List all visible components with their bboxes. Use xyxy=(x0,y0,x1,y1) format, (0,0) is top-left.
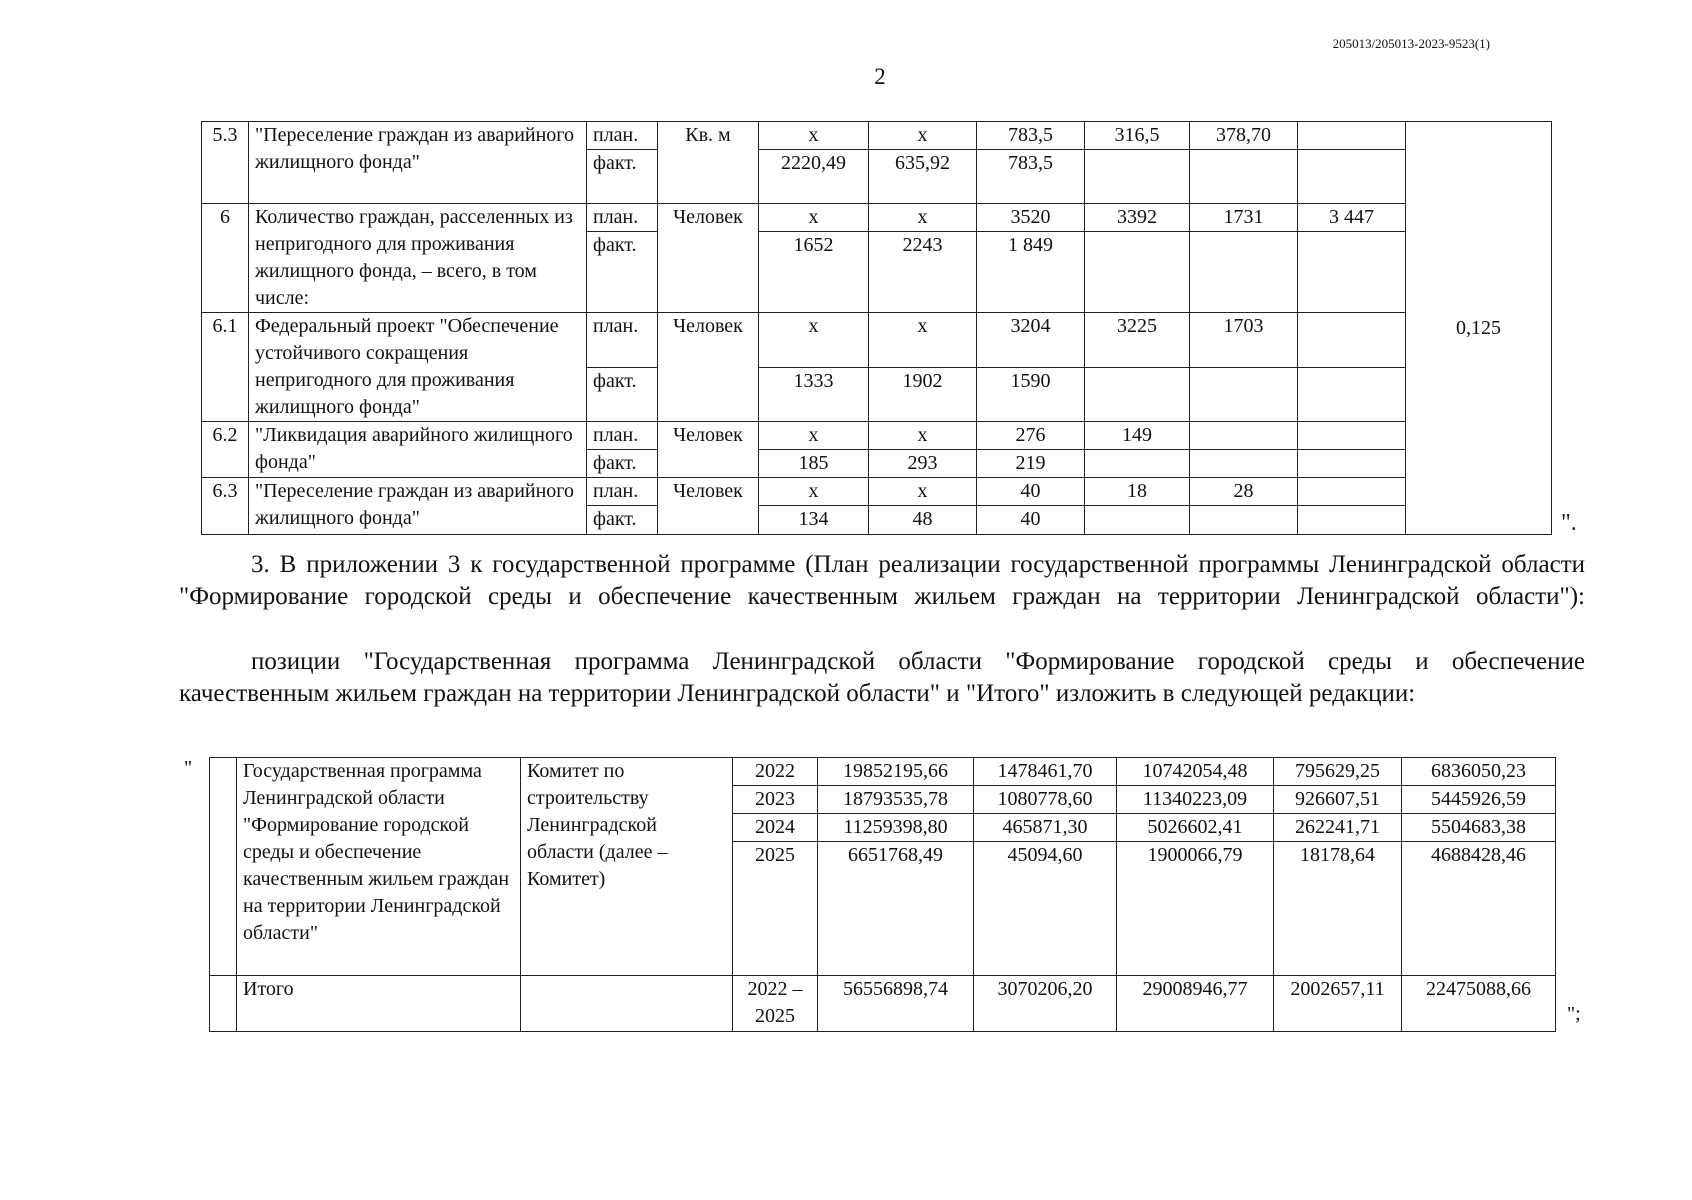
amount-regional: 11340223,09 xyxy=(1117,786,1274,814)
amount-other: 22475088,66 xyxy=(1402,976,1556,1032)
indicator-name: "Переселение граждан из аварийного жилищного фонда" xyxy=(249,478,587,535)
financing-table xyxy=(209,757,1556,1032)
value-cell xyxy=(1085,150,1190,204)
row-number: 5.3 xyxy=(202,122,249,204)
value-cell xyxy=(1190,232,1298,313)
value-cell: 293 xyxy=(869,450,977,478)
value-cell: 3204 xyxy=(977,313,1085,368)
value-cell: 185 xyxy=(759,450,869,478)
amount-regional: 1900066,79 xyxy=(1117,842,1274,976)
value-cell xyxy=(1298,478,1406,506)
year-cell: 2023 xyxy=(733,786,818,814)
value-cell: х xyxy=(759,204,869,232)
unit: Человек xyxy=(658,204,759,313)
year-cell: 2024 xyxy=(733,814,818,842)
fact-label: факт. xyxy=(587,232,658,313)
opening-quote: " xyxy=(184,757,193,779)
value-cell: 378,70 xyxy=(1190,122,1298,150)
value-cell xyxy=(1190,367,1298,422)
value-cell: 149 xyxy=(1085,422,1190,450)
table-row xyxy=(202,478,1552,506)
value-cell xyxy=(1085,506,1190,535)
value-cell: х xyxy=(759,422,869,450)
value-cell: х xyxy=(759,313,869,368)
document-id: 205013/205013-2023-9523(1) xyxy=(1332,36,1490,51)
fact-label: факт. xyxy=(587,150,658,204)
value-cell xyxy=(1190,422,1298,450)
value-cell: 783,5 xyxy=(977,122,1085,150)
plan-label: план. xyxy=(587,204,658,232)
value-cell: х xyxy=(869,204,977,232)
value-cell: 1652 xyxy=(759,232,869,313)
indicator-name: Количество граждан, расселенных из непригодного для проживания жилищного фонда, – всего, в том числе: xyxy=(249,204,587,313)
value-cell: 1333 xyxy=(759,367,869,422)
amount-regional: 5026602,41 xyxy=(1117,814,1274,842)
empty-cell xyxy=(521,976,733,1032)
amount-regional: 29008946,77 xyxy=(1117,976,1274,1032)
value-cell xyxy=(1298,450,1406,478)
empty-cell xyxy=(210,758,237,976)
row-number: 6.3 xyxy=(202,478,249,535)
row-number: 6.1 xyxy=(202,313,249,422)
value-cell: 48 xyxy=(869,506,977,535)
year-cell: 2022 xyxy=(733,758,818,786)
amount-local: 2002657,11 xyxy=(1274,976,1402,1032)
value-cell xyxy=(1298,150,1406,204)
indicator-name: Федеральный проект "Обеспечение устойчивого сокращения непригодного для проживания жилищного фонда" xyxy=(249,313,587,422)
responsible-executor: Комитет по строительству Ленинградской области (далее – Комитет) xyxy=(521,758,733,976)
value-cell: х xyxy=(759,478,869,506)
value-cell: 28 xyxy=(1190,478,1298,506)
value-cell xyxy=(1085,367,1190,422)
amount-local: 795629,25 xyxy=(1274,758,1402,786)
value-cell xyxy=(1298,422,1406,450)
value-cell: 1902 xyxy=(869,367,977,422)
value-cell: 134 xyxy=(759,506,869,535)
value-cell xyxy=(1085,232,1190,313)
program-name: Государственная программа Ленинградской области "Формирование городской среды и обеспечение качественным жильем граждан на территории Ленинградской области" xyxy=(237,758,521,976)
value-cell: 783,5 xyxy=(977,150,1085,204)
amount-total: 11259398,80 xyxy=(818,814,974,842)
fact-label: факт. xyxy=(587,367,658,422)
table-row xyxy=(202,422,1552,450)
amount-federal: 45094,60 xyxy=(974,842,1117,976)
value-cell: 2243 xyxy=(869,232,977,313)
indicator-name: "Переселение граждан из аварийного жилищного фонда" xyxy=(249,122,587,204)
amount-total: 6651768,49 xyxy=(818,842,974,976)
fact-label: факт. xyxy=(587,506,658,535)
value-cell xyxy=(1298,313,1406,368)
value-cell: 1 849 xyxy=(977,232,1085,313)
value-cell: 316,5 xyxy=(1085,122,1190,150)
table-row xyxy=(210,758,1556,786)
indicator-name: "Ликвидация аварийного жилищного фонда" xyxy=(249,422,587,478)
unit: Человек xyxy=(658,478,759,535)
table-row xyxy=(202,204,1552,232)
value-cell: 276 xyxy=(977,422,1085,450)
value-cell: 3225 xyxy=(1085,313,1190,368)
value-cell xyxy=(1298,232,1406,313)
total-label: Итого xyxy=(237,976,521,1032)
plan-label: план. xyxy=(587,422,658,450)
value-cell xyxy=(1190,450,1298,478)
value-cell: 40 xyxy=(977,506,1085,535)
table-row xyxy=(202,122,1552,150)
page-number: 2 xyxy=(874,64,886,89)
value-cell xyxy=(1190,150,1298,204)
unit: Человек xyxy=(658,422,759,478)
value-cell: 18 xyxy=(1085,478,1190,506)
total-period: 2022 – 2025 xyxy=(733,976,818,1032)
amount-local: 18178,64 xyxy=(1274,842,1402,976)
plan-label: план. xyxy=(587,478,658,506)
amount-federal: 1478461,70 xyxy=(974,758,1117,786)
value-cell: 3520 xyxy=(977,204,1085,232)
table-row xyxy=(202,313,1552,368)
value-cell: 1731 xyxy=(1190,204,1298,232)
value-cell xyxy=(1190,506,1298,535)
value-cell xyxy=(1298,367,1406,422)
unit: Человек xyxy=(658,313,759,422)
value-cell: 3392 xyxy=(1085,204,1190,232)
paragraph-3: 3. В приложении 3 к государственной программе (План реализации государственной программы Ленинградской области "Формирование городской среды и обеспечение качественным жильем граждан на территории Ленинградской области"): xyxy=(179,551,1585,610)
value-cell: 1703 xyxy=(1190,313,1298,368)
amount-local: 926607,51 xyxy=(1274,786,1402,814)
amount-regional: 10742054,48 xyxy=(1117,758,1274,786)
amount-total: 56556898,74 xyxy=(818,976,974,1032)
amount-federal: 1080778,60 xyxy=(974,786,1117,814)
amount-total: 19852195,66 xyxy=(818,758,974,786)
value-cell: х xyxy=(869,478,977,506)
paragraph-positions: позиции "Государственная программа Ленинградской области "Формирование городской среды и обеспечение качественным жильем граждан на территории Ленинградской области" и "Итого" изложить в следующей редакции: xyxy=(179,648,1585,707)
row-number: 6 xyxy=(202,204,249,313)
amount-total: 18793535,78 xyxy=(818,786,974,814)
amount-local: 262241,71 xyxy=(1274,814,1402,842)
value-cell xyxy=(1085,450,1190,478)
amount-other: 6836050,23 xyxy=(1402,758,1556,786)
year-cell: 2025 xyxy=(733,842,818,976)
value-cell: 219 xyxy=(977,450,1085,478)
amount-federal: 3070206,20 xyxy=(974,976,1117,1032)
amount-other: 5504683,38 xyxy=(1402,814,1556,842)
amount-other: 5445926,59 xyxy=(1402,786,1556,814)
value-cell: 3 447 xyxy=(1298,204,1406,232)
amount-federal: 465871,30 xyxy=(974,814,1117,842)
plan-label: план. xyxy=(587,313,658,368)
value-cell xyxy=(1298,122,1406,150)
closing-quote: ". xyxy=(1561,510,1577,536)
plan-label: план. xyxy=(587,122,658,150)
value-cell: х xyxy=(759,122,869,150)
value-cell: х xyxy=(869,313,977,368)
value-cell: 1590 xyxy=(977,367,1085,422)
unit: Кв. м xyxy=(658,122,759,204)
value-cell xyxy=(1298,506,1406,535)
value-cell: х xyxy=(869,122,977,150)
value-cell: 2220,49 xyxy=(759,150,869,204)
empty-cell xyxy=(210,976,237,1032)
extra-value: 0,125 xyxy=(1406,122,1552,535)
amount-other: 4688428,46 xyxy=(1402,842,1556,976)
indicators-table xyxy=(201,121,1552,535)
fact-label: факт. xyxy=(587,450,658,478)
table-row xyxy=(210,976,1556,1032)
value-cell: 635,92 xyxy=(869,150,977,204)
value-cell: 40 xyxy=(977,478,1085,506)
row-number: 6.2 xyxy=(202,422,249,478)
closing-quote-semicolon: "; xyxy=(1567,1003,1581,1025)
value-cell: х xyxy=(869,422,977,450)
